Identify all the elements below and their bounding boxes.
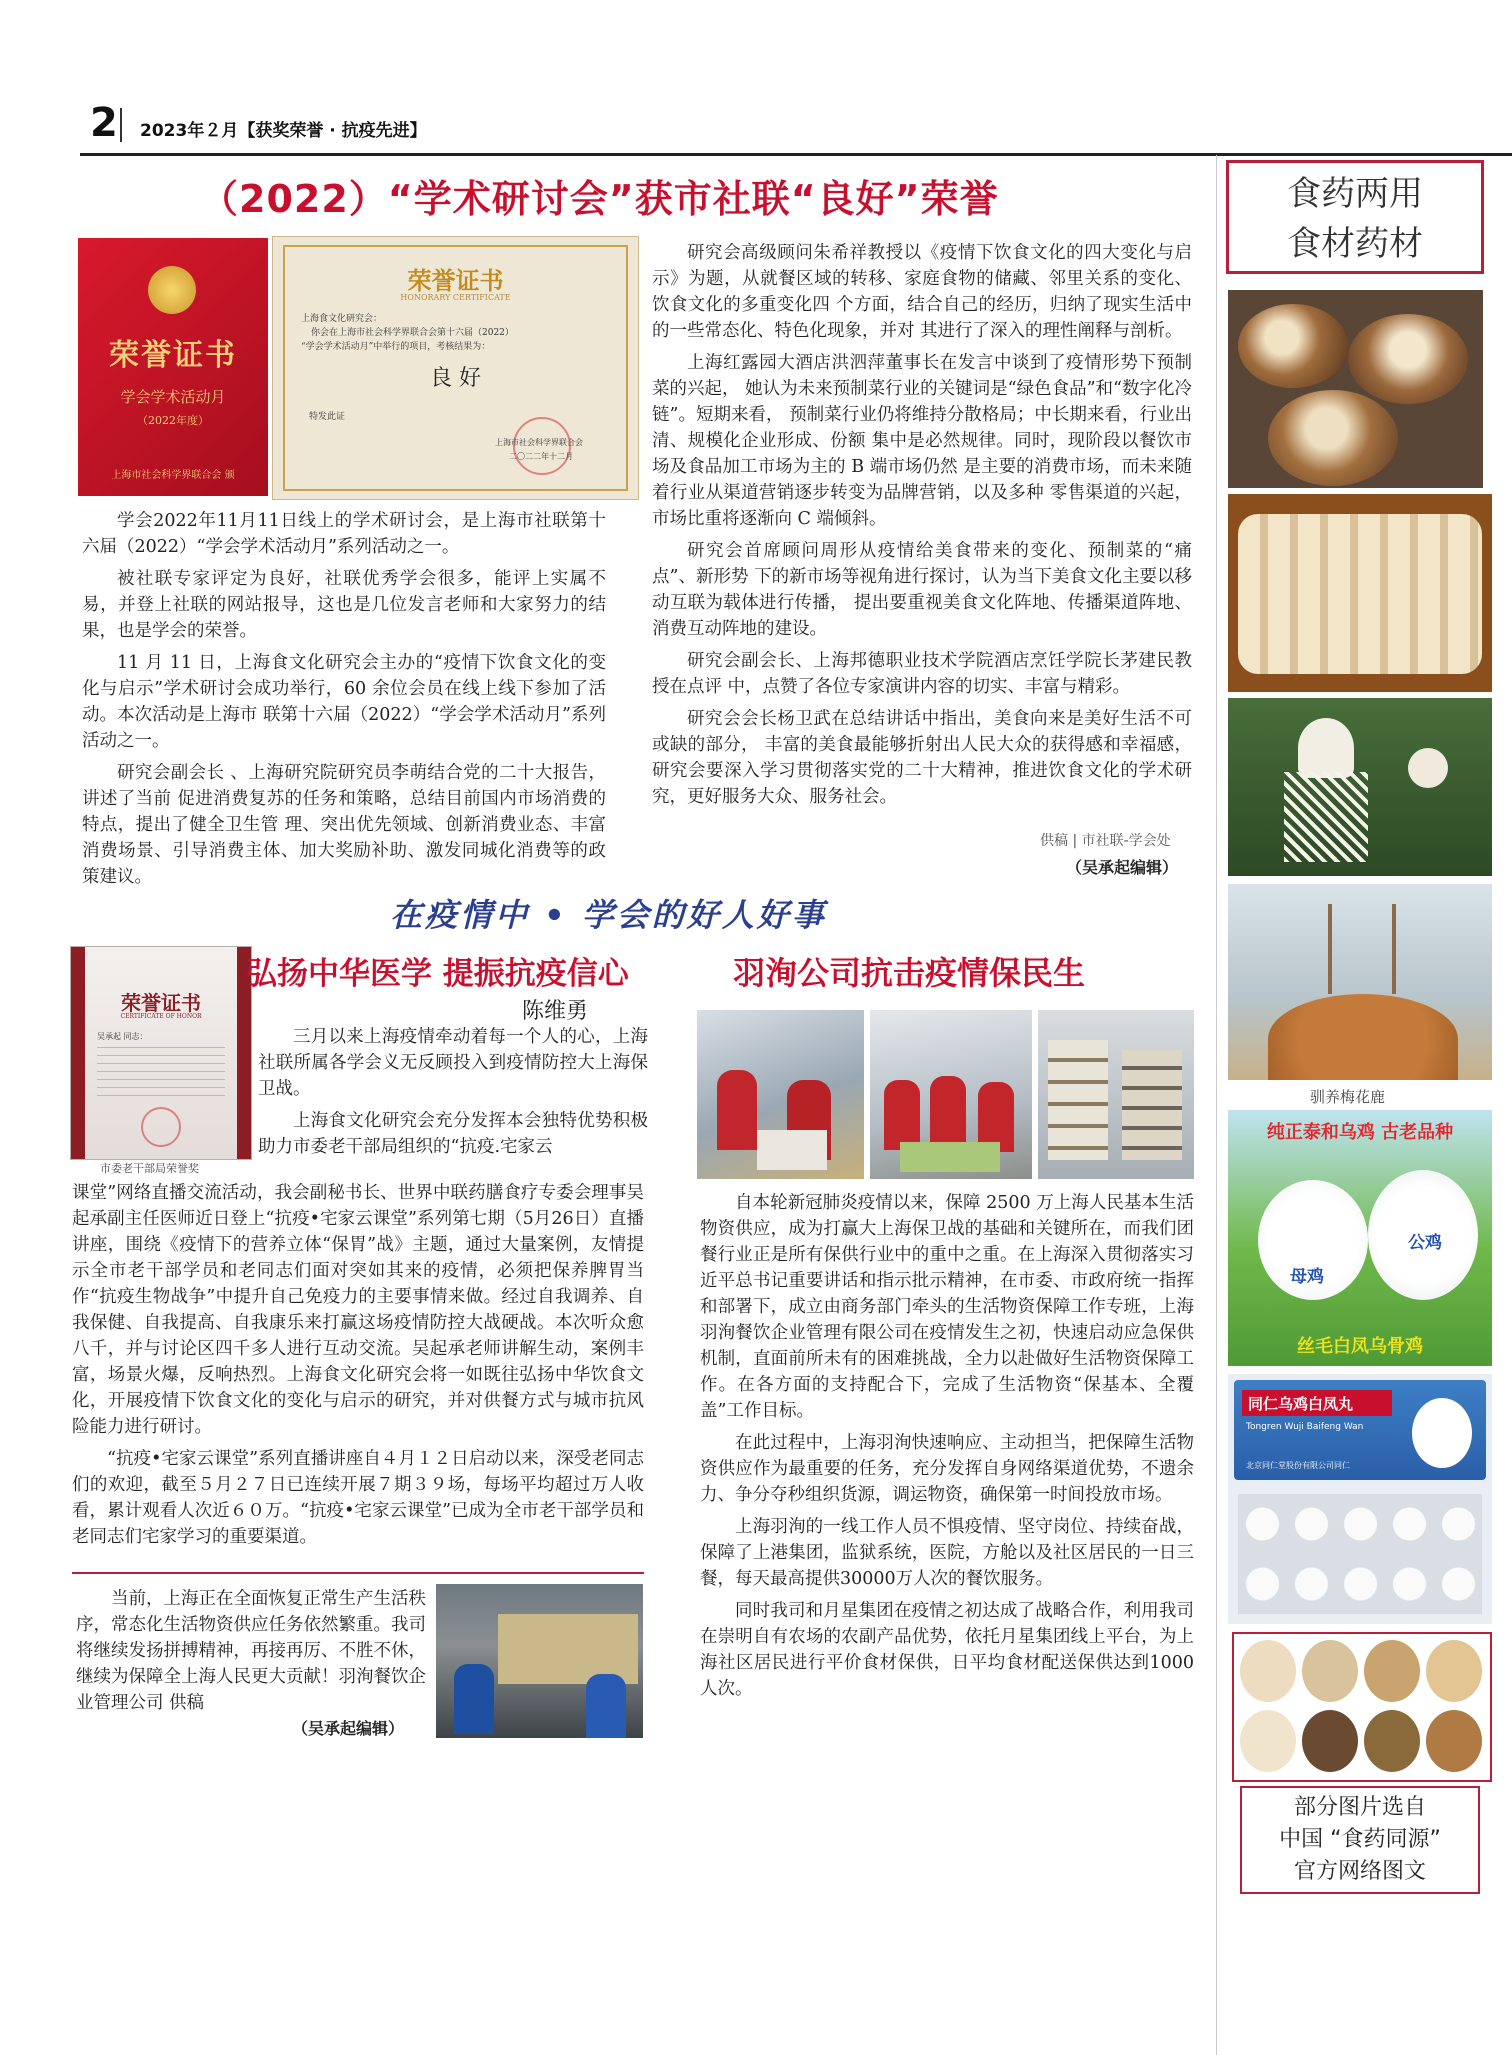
article2-top-column <box>258 1024 648 1166</box>
shiitake-photo <box>1228 290 1483 488</box>
sidebar-footer-line2: 中国 “食药同源” <box>1279 1827 1441 1852</box>
article1-left-para: 研究会副会长 、上海研究院研究员李萌结合党的二十大报告，讲述了当前 促进消费复苏的任务和策略，总结目前国内市场消费的特点，提出了健全卫生管 理、突出优先领域、创新消费业态、丰富消费场景、引导消费主体、加大奖励补助、激发同城化消费等的政策建议。 <box>82 763 606 887</box>
article2-para: “抗疫•宅家云课堂”系列直播讲座自４月１２日启动以来，深受老同志们的欢迎，截至５月２７日已连续开展７期３９场，每场平均超过万人收看，累计观看人次近６０万。“抗疫•宅家云课堂”已成为全市老干部学员和老同志们宅家学习的重要渠道。 <box>72 1449 644 1547</box>
cert-right-issuer: 上海市社会科学界联合会 <box>495 438 583 447</box>
section-banner: 在疫情中 • 学会的好人好事 <box>390 896 827 934</box>
article1-left-para: 11 月 11 日，上海食文化研究会主办的“疫情下饮食文化的变化与启示”学术研讨会成功举行，60 余位会员在线上线下参加了活动。本次活动是上海市 联第十六届（2022）“学会学术活动月”系列活动之一。 <box>82 653 606 751</box>
honor-certificate-photo <box>70 946 252 1160</box>
article3-para: 自本轮新冠肺炎疫情以来，保障 2500 万上海人民基本生活物资供应，成为打赢大上海保卫战的基础和关键所在，而我们团餐行业正是所有保供行业中的重中之重。在上海深入贯彻落实习近平总书记重要讲话和指示批示精神，在市委、市政府统一指挥和部署下，成立由商务部门牵头的生活物资保障工作专班，上海羽洵餐饮企业管理有限公司在疫情发生之初，快速启动应急保供机制，直面前所未有的困难挑战，全力以赴做好生活物资保障工作。在各方面的支持配合下，完成了生活物资“保基本、全覆盖”工作目标。 <box>700 1193 1194 1421</box>
article1-right-para: 上海红露园大酒店洪泗萍董事长在发言中谈到了疫情形势下预制菜的兴起， 她认为未来预制菜行业的关键词是“绿色食品”和“数字化冷链”。短期来看， 预制菜行业仍将维持分散格局；中长期来看，行业出清、规模化企业形成、份额 集中是必然规律。同时，现阶段以餐饮市场及食品加工市场为主的 B 端市场仍然 是主要的消费市场，而未来随着行业从渠道营销逐步转变为品牌营销，以及多种 零售渠道的兴起，市场比重将逐渐向 C 端倾斜。 <box>652 353 1192 529</box>
truck-loading-photo <box>436 1584 643 1738</box>
sidebar-footer-box <box>1240 1786 1480 1894</box>
article2-tail-editor: （吴承起编辑） <box>292 1719 405 1738</box>
cert2-caption: 市委老干部局荣誉奖 <box>100 1162 199 1175</box>
deer-caption: 驯养梅花鹿 <box>1310 1088 1386 1106</box>
article3-para: 在此过程中，上海羽洵快速响应、主动担当，把保障生活物资供应作为最重要的任务，充分发挥自身网络渠道优势，不遗余力、争分夺秒组织货源，调运物资，确保第一时间投放市场。 <box>700 1433 1194 1505</box>
article2-para: 课堂”网络直播交流活动，我会副秘书长、世界中联药膳食疗专委会理事吴起承副主任医师近日登上“抗疫•宅家云课堂”系列第七期（5月26日）直播讲座，围绕《疫情下的营养立体“保胃”战》主题，通过大量案例，友情提示全市老干部学员和老同志们面对突如其来的疫情，必须把保养脾胃当作“抗疫生物战争”中提升自己免疫力的主要事情来做。经过自我调养、自我保健、自我提高、自我康乐来打赢这场疫情防控大战硬战。本次听众愈八千，并与讨论区四千多人进行互动交流。吴起承老师讲解生动，案例丰富，场景火爆，反响热烈。上海食文化研究会将一如既往弘扬中华饮食文化，开展疫情下饮食文化的变化与启示的研究，并对供餐方式与城市抗风险能力进行研讨。 <box>72 1183 644 1437</box>
sidebar-title-line1: 食药两用 <box>1287 174 1423 214</box>
sidebar-footer-line1: 部分图片选自 <box>1293 1795 1426 1820</box>
sidebar-title-box <box>1226 160 1484 274</box>
cert-left-year: （2022年度） <box>137 414 209 427</box>
pill-box-title: 同仁乌鸡白凤丸 <box>1248 1395 1354 1413</box>
cert-right-en: HONORARY CERTIFICATE <box>400 293 511 302</box>
bamboo-fungus-fresh-photo <box>1228 698 1492 876</box>
cert2-name: 吴承起 同志： <box>97 1032 148 1041</box>
warehouse-photo <box>1038 1010 1194 1179</box>
cert-right-date: 二〇二二年十二月 <box>509 452 573 461</box>
article2-tail-para: 当前，上海正在全面恢复正常生产生活秩序，常态化生活物资供应任务依然繁重。我司将继续发扬拼搏精神，再接再厉、不胜不休，继续为保障全上海人民更大贡献！羽洵餐饮企业管理公司 供稿 <box>76 1589 426 1713</box>
sidebar-footer-line3: 官方网络图文 <box>1293 1859 1426 1884</box>
article1-left-column <box>82 508 606 896</box>
article3-para: 同时我司和月星集团在疫情之初达成了战略合作，利用我司在崇明自有农场的农副产品优势，依托月星集团线上平台，为上海社区居民进行平价食材保供，日平均食材配送保供达到1000人次。 <box>700 1601 1194 1699</box>
emblem-icon <box>148 266 196 314</box>
pill-box-en: Tongren Wuji Baifeng Wan <box>1246 1422 1364 1432</box>
certificate-open <box>272 236 639 500</box>
cert-right-footer: 特发此证 <box>309 412 346 422</box>
article2-author: 陈维勇 <box>522 999 589 1024</box>
chicken-rooster-label: 公鸡 <box>1408 1233 1442 1253</box>
article3-para: 上海羽洵的一线工作人员不惧疫情、坚守岗位、持续奋战，保障了上港集团，监狱系统，医院，方舱以及社区居民的一日三餐，每天最高提供30000万人次的餐饮服务。 <box>700 1517 1194 1589</box>
cert-left-subtitle: 学会学术活动月 <box>120 388 226 406</box>
wuji-baifeng-pill-photo <box>1228 1374 1492 1624</box>
article1-right-para: 研究会会长杨卫武在总结讲话中指出，美食向来是美好生活不可或缺的部分， 丰富的美食最能够折射出人民大众的获得感和幸福感，研究会要深入学习贯彻落实党的二十大精神，推进饮食文化的学术研究，更好服务大众、服务社会。 <box>652 709 1192 807</box>
issue-label: 2023年２月【获奖荣誉 · 抗疫先进】 <box>140 121 427 141</box>
food-prep-photo-2 <box>870 1010 1032 1179</box>
article2-full-column <box>72 1180 644 1556</box>
chicken-bottom-text: 丝毛白凤乌骨鸡 <box>1297 1336 1423 1357</box>
cert-left-org: 上海市社会科学界联合会 颁 <box>111 470 235 481</box>
pill-box-maker: 北京同仁堂股份有限公司同仁 <box>1246 1461 1350 1470</box>
article1-editor: （吴承起编辑） <box>1066 858 1179 877</box>
food-prep-photo-1 <box>697 1010 864 1179</box>
cert2-seal <box>141 1107 181 1147</box>
cert2-en: CERTIFICATE OF HONOR <box>120 1013 202 1020</box>
cert-right-line2: 你会在上海市社会科学界联合会第十六届（2022） <box>311 328 514 338</box>
article2-tail <box>76 1586 426 1722</box>
cert-right-title: 荣誉证书 <box>407 266 504 295</box>
header-divider-v <box>120 108 122 142</box>
herbal-slices-photo <box>1232 1632 1492 1782</box>
article1-right-column <box>652 240 1192 816</box>
silkie-chicken-photo <box>1228 1110 1492 1366</box>
chicken-hen-label: 母鸡 <box>1290 1267 1324 1287</box>
article1-right-para: 研究会高级顾问朱希祥教授以《疫情下饮食文化的四大变化与启示》为题，从就餐区域的转移、家庭食物的储藏、邻里关系的变化、饮食文化的多重变化四 个方面，结合自己的经历，归纳了现实生活中的一些常态化、特色化现象，并对 其进行了深入的理性阐释与剖析。 <box>652 243 1192 341</box>
article1-right-para: 研究会首席顾问周形从疫情给美食带来的变化、预制菜的“痛点”、新形势 下的新市场等视角进行探讨，认为当下美食文化主要以移动互联为载体进行传播， 提出要重视美食文化阵地、传播渠道阵地、消费互动阵地的建设。 <box>652 541 1192 639</box>
cert2-title: 荣誉证书 <box>121 991 201 1015</box>
article1-source: 供稿 | 市社联-学会处 <box>1040 833 1171 849</box>
sidebar-divider <box>1216 155 1217 2055</box>
cert-left-title: 荣誉证书 <box>109 338 237 373</box>
article1-left-para: 被社联专家评定为良好，社联优秀学会很多，能评上实属不易，并登上社联的网站报导，这也是几位发言老师和大家努力的结果，也是学会的荣誉。 <box>82 569 606 641</box>
bamboo-fungus-dried-photo <box>1228 494 1492 692</box>
sika-deer-photo <box>1228 884 1492 1080</box>
cert-right-line3: “学会学术活动月”中举行的项目，考核结果为： <box>301 342 491 352</box>
header-rule <box>80 153 1512 156</box>
cert-right-line1: 上海食文化研究会： <box>301 314 383 324</box>
article2-para: 上海食文化研究会充分发挥本会独特优势积极助力市委老干部局组织的“抗疫.宅家云 <box>258 1111 648 1157</box>
main-headline: （2022）“学术研讨会”获市社联“良好”荣誉 <box>200 177 999 221</box>
certificate-red-cover <box>78 238 268 496</box>
sidebar-title-line2: 食材药材 <box>1287 224 1423 264</box>
article2-headline: 弘扬中华医学 提振抗疫信心 <box>246 956 629 992</box>
chicken-top-text: 纯正泰和乌鸡 古老品种 <box>1266 1122 1454 1143</box>
article3-column <box>700 1190 1194 1708</box>
article1-left-para: 学会2022年11月11日线上的学术研讨会，是上海市社联第十六届（2022）“学会学术活动月”系列活动之一。 <box>82 511 606 557</box>
article2-rule <box>72 1572 644 1574</box>
article2-para: 三月以来上海疫情牵动着每一个人的心，上海社联所属各学会义无反顾投入到疫情防控大上海保卫战。 <box>258 1027 648 1099</box>
page-number: 2 <box>90 100 118 146</box>
article1-right-para: 研究会副会长、上海邦德职业技术学院酒店烹饪学院长茅建民教授在点评 中，点赞了各位专家演讲内容的切实、丰富与精彩。 <box>652 651 1192 697</box>
article3-headline: 羽洵公司抗击疫情保民生 <box>733 954 1086 992</box>
cert-right-grade: 良 好 <box>430 366 481 391</box>
